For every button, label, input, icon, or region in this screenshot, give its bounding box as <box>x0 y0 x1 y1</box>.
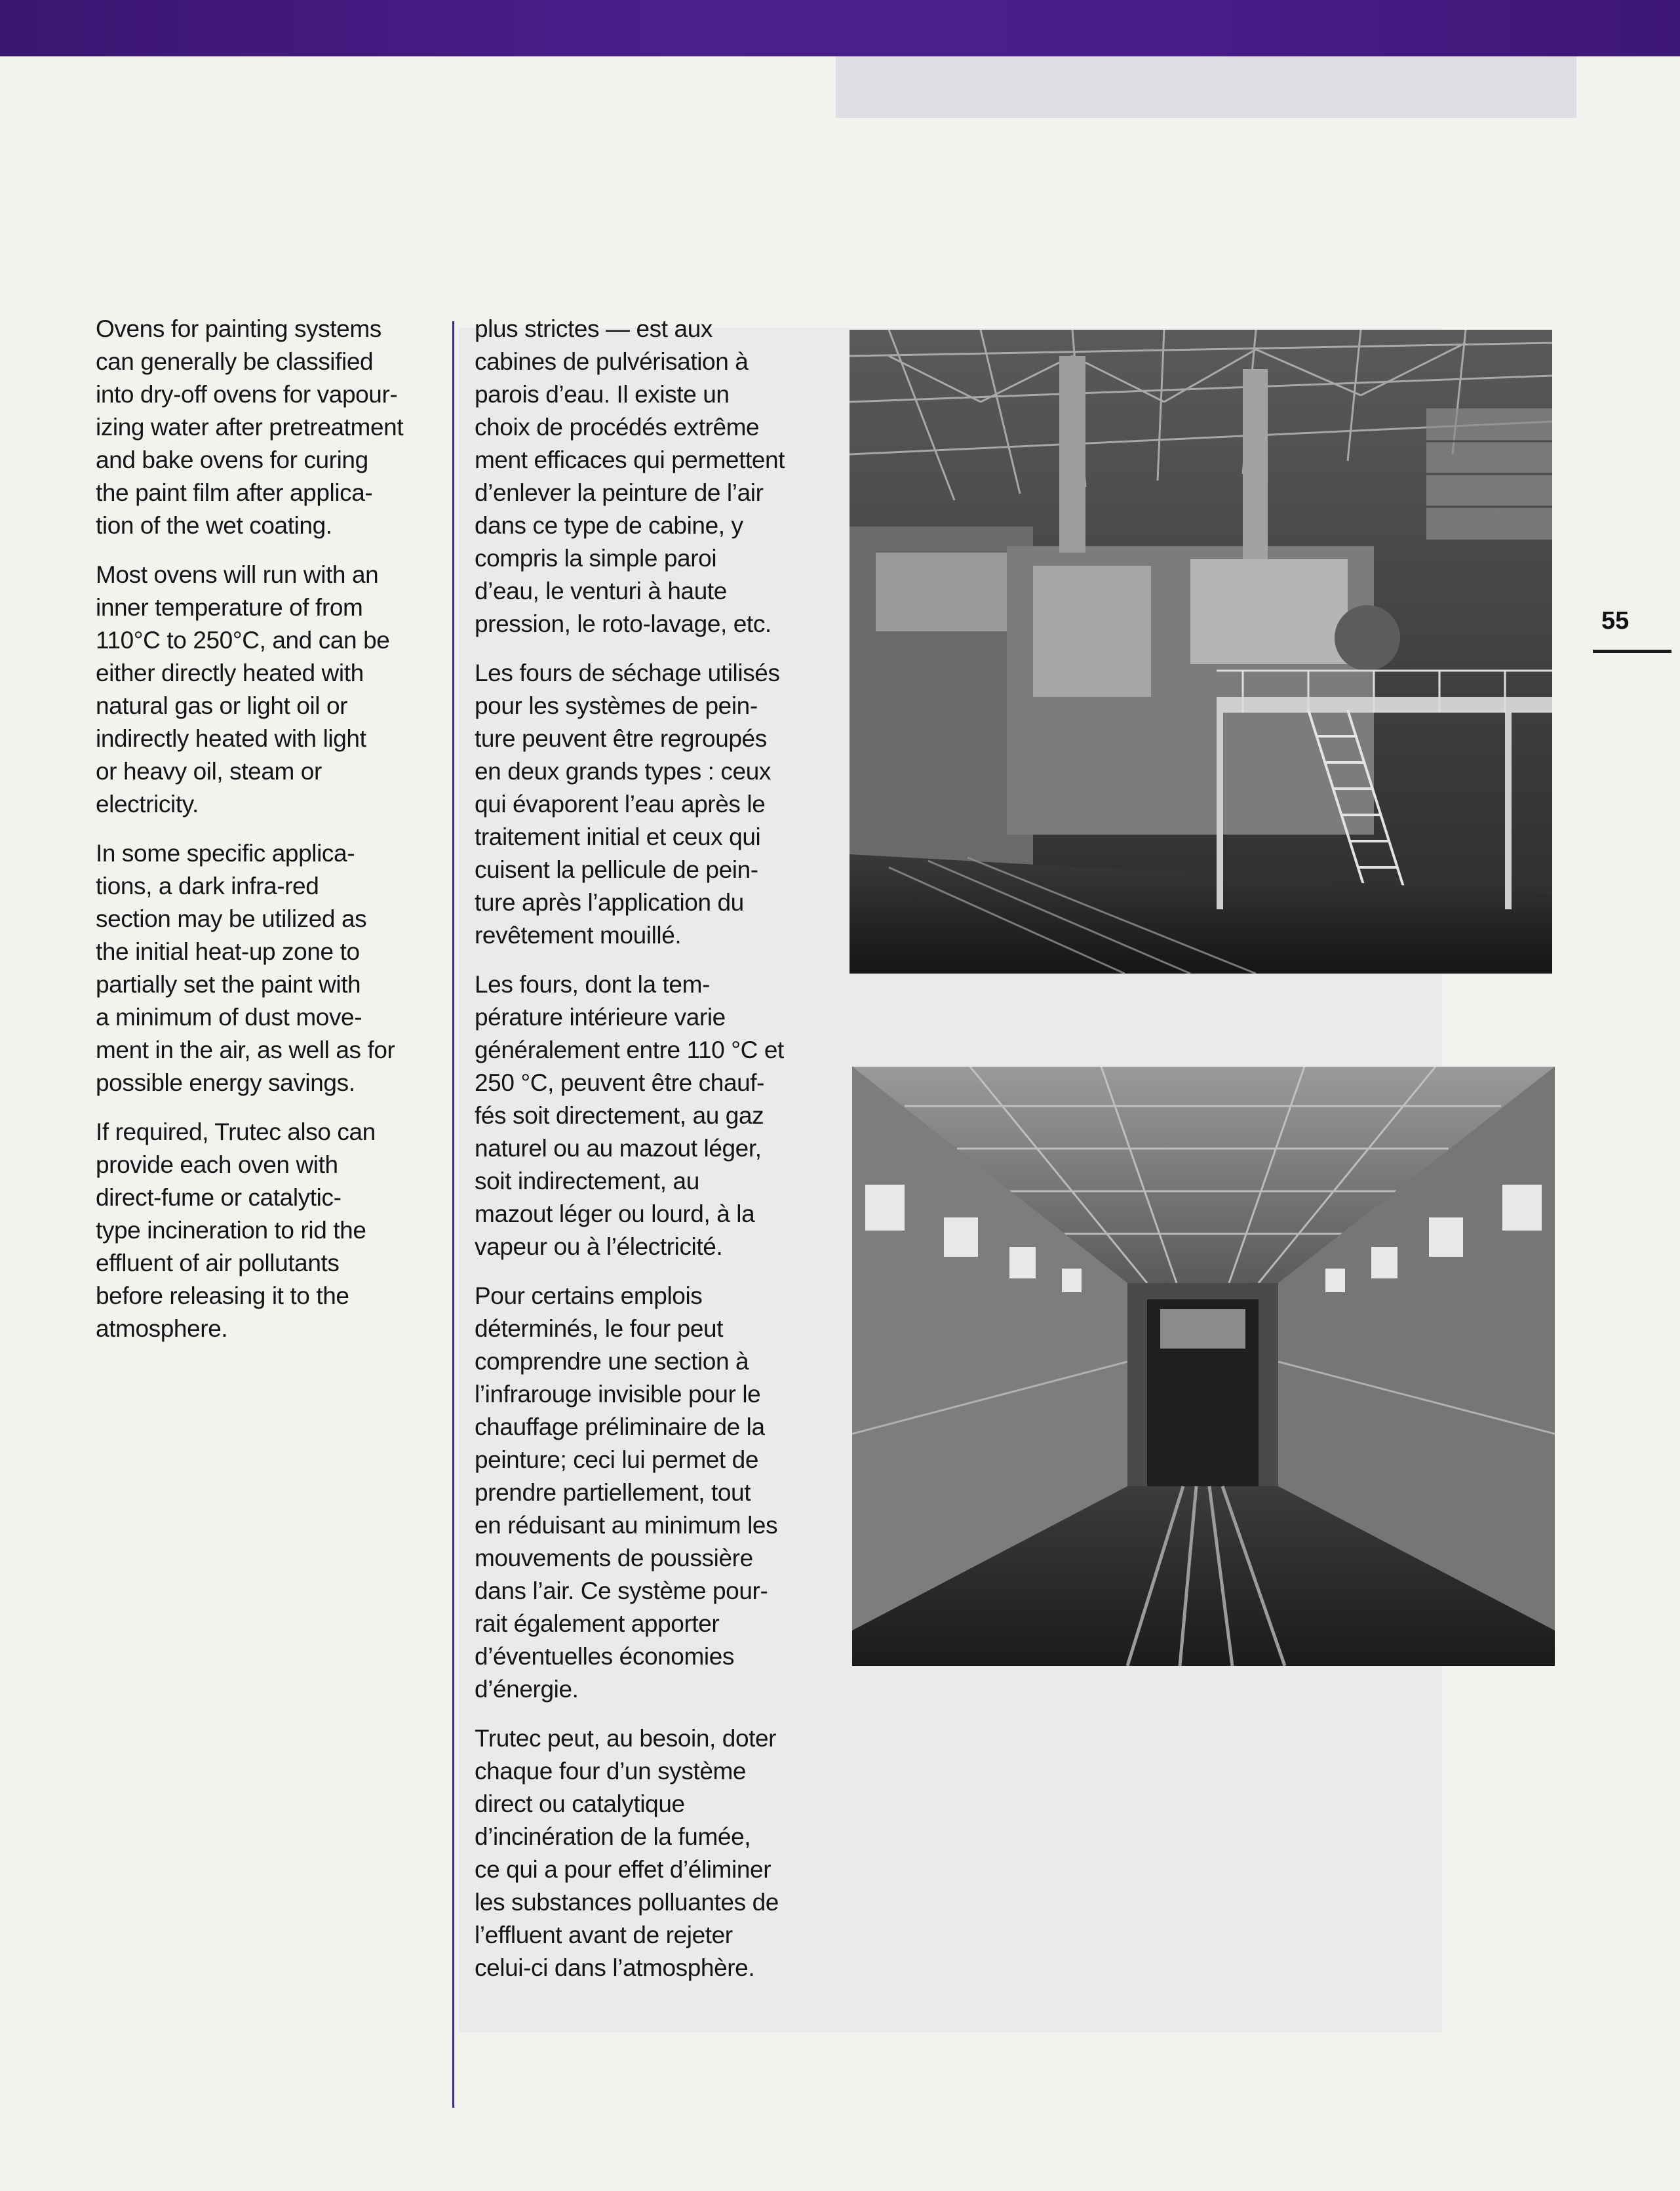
en-paragraph-4: If required, Trutec also can provide each oven with direct-fume or catalytic- type incineration to rid the effluent of air pollutants before releasing it to the atmosphere. <box>96 1118 376 1342</box>
fr-paragraph-3: Les fours, dont la tem- pérature intérieure varie généralement entre 110 °C et 250 °C, peuvent être chauf- fés soit directement, au gaz naturel ou au mazout léger, soit indirectement, au mazout léger ou lourd, à la vapeur ou à l’électricité. <box>475 971 784 1260</box>
column-divider <box>452 321 454 2108</box>
fr-paragraph-2: Les fours de séchage utilisés pour les systèmes de pein- ture peuvent être regroupés en deux grands types : ceux qui évaporent l’eau après le traitement initial et ceux qui cuisent la pellicule de pein- ture après l’application du revêtement mouillé. <box>475 660 780 949</box>
page-number-rule <box>1593 650 1671 653</box>
bleed-through-panel <box>836 56 1576 118</box>
english-column <box>96 313 423 1362</box>
en-paragraph-2: Most ovens will run with an inner temperature of from 110°C to 250°C, and can be either directly heated with natural gas or light oil or indirectly heated with light or heavy oil, steam or electricity. <box>96 561 390 818</box>
fr-paragraph-4: Pour certains emplois déterminés, le four peut comprendre une section à l’infrarouge invisible pour le chauffage préliminaire de la peinture; ceci lui permet de prendre partiellement, tout en réduisant au minimum les mouvements de poussière dans l’air. Ce système pour- rait également apporter d’éventuelles économies d’énergie. <box>475 1282 778 1703</box>
french-column <box>475 313 815 2001</box>
paint-booth-photo <box>852 1067 1555 1666</box>
en-paragraph-1: Ovens for painting systems can generally be classified into dry-off ovens for vapour- izing water after pretreatment and bake ovens for curing the paint film after applica- tion of the wet coating. <box>96 315 404 539</box>
top-color-band <box>0 0 1680 56</box>
fr-paragraph-1: plus strictes — est aux cabines de pulvérisation à parois d’eau. Il existe un choix de procédés extrême ment efficaces qui permettent d’enlever la peinture de l’air dans ce type de cabine, y compris la simple paroi d’eau, le venturi à haute pression, le roto-lavage, etc. <box>475 315 785 637</box>
en-paragraph-3: In some specific applica- tions, a dark infra-red section may be utilized as the initial heat-up zone to partially set the paint with a minimum of dust move- ment in the air, as well as for possible energy savings. <box>96 840 395 1096</box>
fr-paragraph-5: Trutec peut, au besoin, doter chaque four d’un système direct ou catalytique d’incinération de la fumée, ce qui a pour effet d’éliminer les substances polluantes de l’effluent avant de rejeter celui-ci dans l’atmosphère. <box>475 1725 779 1981</box>
factory-oven-photo <box>850 330 1552 974</box>
page-number: 55 <box>1601 607 1630 635</box>
